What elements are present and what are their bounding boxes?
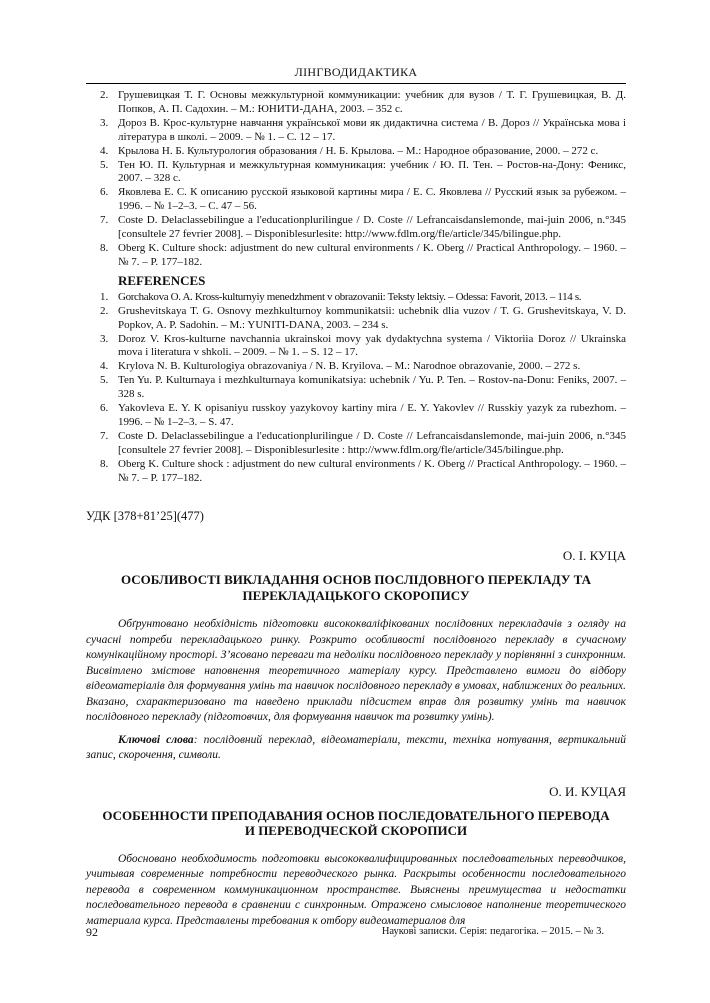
reference-text: Grushevitskaya T. G. Osnovy mezhkulturnoy kommunikatsii: uchebnik dlia vuzov / T. G. Grushevitskaya, V. D. Popkov, A. P. Sadohin. – M.: YUNITI-DANA, 2003. – 234 s. bbox=[118, 304, 626, 331]
reference-item bbox=[86, 117, 626, 145]
reference-number: 7. bbox=[100, 214, 109, 227]
reference-number: 5. bbox=[100, 158, 109, 171]
abstract-ru: Обосновано необходимость подготовки высококвалифицированных последовательных переводчиков, учитывая современные потребности переводческого рынка. Раскрыты особенности последовательного перевода в современном коммуникационном пространстве. Выяснены преимущества и недостатки последовательного перевода в сравнении с синхронным. Отражено смысловое наполнение теоретического материала курса. Представлены требования к отбору видеоматериалов для bbox=[86, 852, 626, 927]
article-title-ua: ОСОБЛИВОСТІ ВИКЛАДАННЯ ОСНОВ ПОСЛІДОВНОГО ПЕРЕКЛАДУ ТА ПЕРЕКЛАДАЦЬКОГО СКОРОПИСУ bbox=[120, 572, 592, 603]
references-heading: REFERENCES bbox=[118, 272, 206, 288]
reference-number: 8. bbox=[100, 457, 109, 470]
reference-text: Крылова Н. Б. Культурология образования / Н. Б. Крылова. – М.: Народное образование, 2000. – 272 с. bbox=[118, 144, 599, 157]
page-number: 92 bbox=[86, 925, 98, 939]
reference-number: 6. bbox=[100, 186, 109, 199]
reference-text: Яковлева Е. С. К описанию русской языковой картины мира / Е. С. Яковлева // Русский язык за рубежом. – 1996. – № 1–2–3. – С. 47 – 56. bbox=[118, 186, 626, 213]
reference-number: 4. bbox=[100, 144, 109, 157]
author-name-ru: О. И. КУЦАЯ bbox=[549, 783, 626, 799]
reference-text: Coste D. Delaclassebilingue a l'educationplurilingue / D. Coste // Lefrancaisdanslemonde, mai-juin 2006, n.°345 [consultele 27 fevrier 2008]. – Disponiblesurlesite: http://www.fdlm.org/fle/article/345/bilingue.php. bbox=[118, 214, 626, 241]
reference-text: Ten Yu. P. Kulturnaya i mezhkulturnaya komunikatsiya: uchebnik / Yu. P. Ten. – Rostov-na-Donu: Feniks, 2007. – 328 s. bbox=[118, 374, 626, 401]
page-footer bbox=[86, 925, 626, 941]
reference-text: Грушевицкая Т. Г. Основы межкультурной коммуникации: учебник для вузов / Т. Г. Грушевицкая, В. Д. Попков, А. П. Садохин. – М.: ЮНИТИ-ДАНА, 2003. – 352 с. bbox=[118, 89, 626, 115]
reference-item bbox=[86, 305, 626, 333]
reference-number: 3. bbox=[100, 116, 109, 129]
reference-text: Yakovleva E. Y. K opisaniyu russkoy yazykovoy kartiny mira / E. Y. Yakovlev // Russkiy yazyk za rubezhom. – 1996. – № 1–2–3. – S. 47. bbox=[118, 402, 626, 428]
reference-number: 7. bbox=[100, 429, 109, 442]
reference-item bbox=[86, 145, 626, 159]
reference-item bbox=[86, 430, 626, 458]
running-head: ЛІНГВОДИДАКТИКА bbox=[294, 65, 418, 79]
reference-number: 5. bbox=[100, 374, 109, 387]
reference-number: 4. bbox=[100, 360, 109, 373]
reference-item bbox=[86, 360, 626, 374]
reference-number: 3. bbox=[100, 332, 109, 345]
reference-text: Oberg K. Culture shock: adjustment do new cultural environments / K. Oberg // Practical Anthropology. – 1960. – № 7. – P. 177–182. bbox=[118, 241, 626, 268]
journal-citation: Наукові записки. Серія: педагогіка. – 2015. – № 3. bbox=[381, 926, 604, 937]
keywords-text: : послідовний переклад, відеоматеріали, тексти, техніка нотування, вертикальний запис, скорочення, символи. bbox=[86, 733, 626, 762]
reference-text: Doroz V. Kros-kulturne navchannia ukrainskoi movy yak dydaktychna systema / Viktoriia Doroz // Ukrainska mova i literatura v shkoli. – 2009. – № 1. – S. 12 – 17. bbox=[118, 332, 626, 359]
reference-item bbox=[86, 458, 626, 486]
page-content bbox=[86, 89, 626, 929]
reference-item bbox=[86, 242, 626, 270]
reference-text: Тен Ю. П. Культурная и межкультурная коммуникация: учебник / Ю. П. Тен. – Ростов-на-Дону: Феникс, 2007. – 328 с. bbox=[118, 158, 626, 185]
reference-item bbox=[86, 159, 626, 187]
author-name-ua: О. І. КУЦА bbox=[562, 548, 626, 564]
header-rule bbox=[86, 83, 626, 84]
reference-item bbox=[86, 374, 626, 402]
reference-item bbox=[86, 291, 626, 305]
reference-text: Coste D. Delaclassebilingue a l'educationplurilingue / D. Coste // Lefrancaisdanslemonde, mai-juin 2006, n.°345 [consultele 27 fevrier 2008]. – Disponiblesurlesite : http://www.fdlm.org/fle/article/345/bilingue.php. bbox=[118, 429, 626, 456]
reference-item bbox=[86, 89, 626, 117]
reference-text: Gorchakova O. A. Kross-kulturnyiy menedzhment v obrazovanii: Teksty lektsiy. – Odessa: Favorit, 2013. – 114 s. bbox=[118, 290, 582, 303]
reference-list-cyrillic bbox=[86, 89, 626, 270]
reference-item bbox=[86, 214, 626, 242]
reference-item bbox=[86, 402, 626, 430]
reference-text: Oberg K. Culture shock : adjustment do new cultural environments / K. Oberg // Practical Anthropology. – 1960. – № 7. – P. 177–182. bbox=[118, 457, 626, 484]
reference-item bbox=[86, 186, 626, 214]
reference-text: Дороз В. Крос-культурне навчання української мови як дидактична система / В. Дороз // Українська мова і література в школі. – 2009. – № 1. – С. 12 – 17. bbox=[118, 116, 626, 143]
reference-item bbox=[86, 333, 626, 361]
article-title-ru: ОСОБЕННОСТИ ПРЕПОДАВАНИЯ ОСНОВ ПОСЛЕДОВАТЕЛЬНОГО ПЕРЕВОДА И ПЕРЕВОДЧЕСКОЙ СКОРОПИСИ bbox=[102, 807, 610, 839]
reference-number: 2. bbox=[100, 304, 109, 317]
reference-number: 2. bbox=[100, 89, 109, 101]
keywords-ua bbox=[86, 733, 626, 764]
udk-code: УДК [378+81’25](477) bbox=[86, 509, 204, 524]
keywords-label: Ключові слова bbox=[118, 733, 194, 746]
reference-number: 1. bbox=[100, 290, 109, 303]
reference-number: 8. bbox=[100, 241, 109, 254]
reference-list-latin bbox=[86, 291, 626, 486]
reference-text: Krylova N. B. Kulturologiya obrazovaniya / N. B. Kryilova. – M.: Narodnoe obrazovanie, 2000. – 272 s. bbox=[118, 360, 581, 373]
reference-number: 6. bbox=[100, 402, 109, 415]
abstract-ua: Обґрунтовано необхідність підготовки висококваліфікованих послідовних перекладачів з огляду на сучасні потреби перекладацького ринку. Розкрито особливості послідовного перекладу в сучасному комунікаційному просторі. З’ясовано переваги та недоліки послідовного перекладу у порівнянні з синхронним. Висвітлено змістове наповнення теоретичного матеріалу курсу. Представлено вимоги до відбору відеоматеріалів для формування умінь та навичок послідовного перекладу в умовах, наближених до реальних. Вказано, схарактеризовано та наведено приклади підсистем вправ для розвитку умінь та навичок послідовного перекладу (підготовчих, для формування навичок та розвитку умінь). bbox=[86, 618, 626, 724]
